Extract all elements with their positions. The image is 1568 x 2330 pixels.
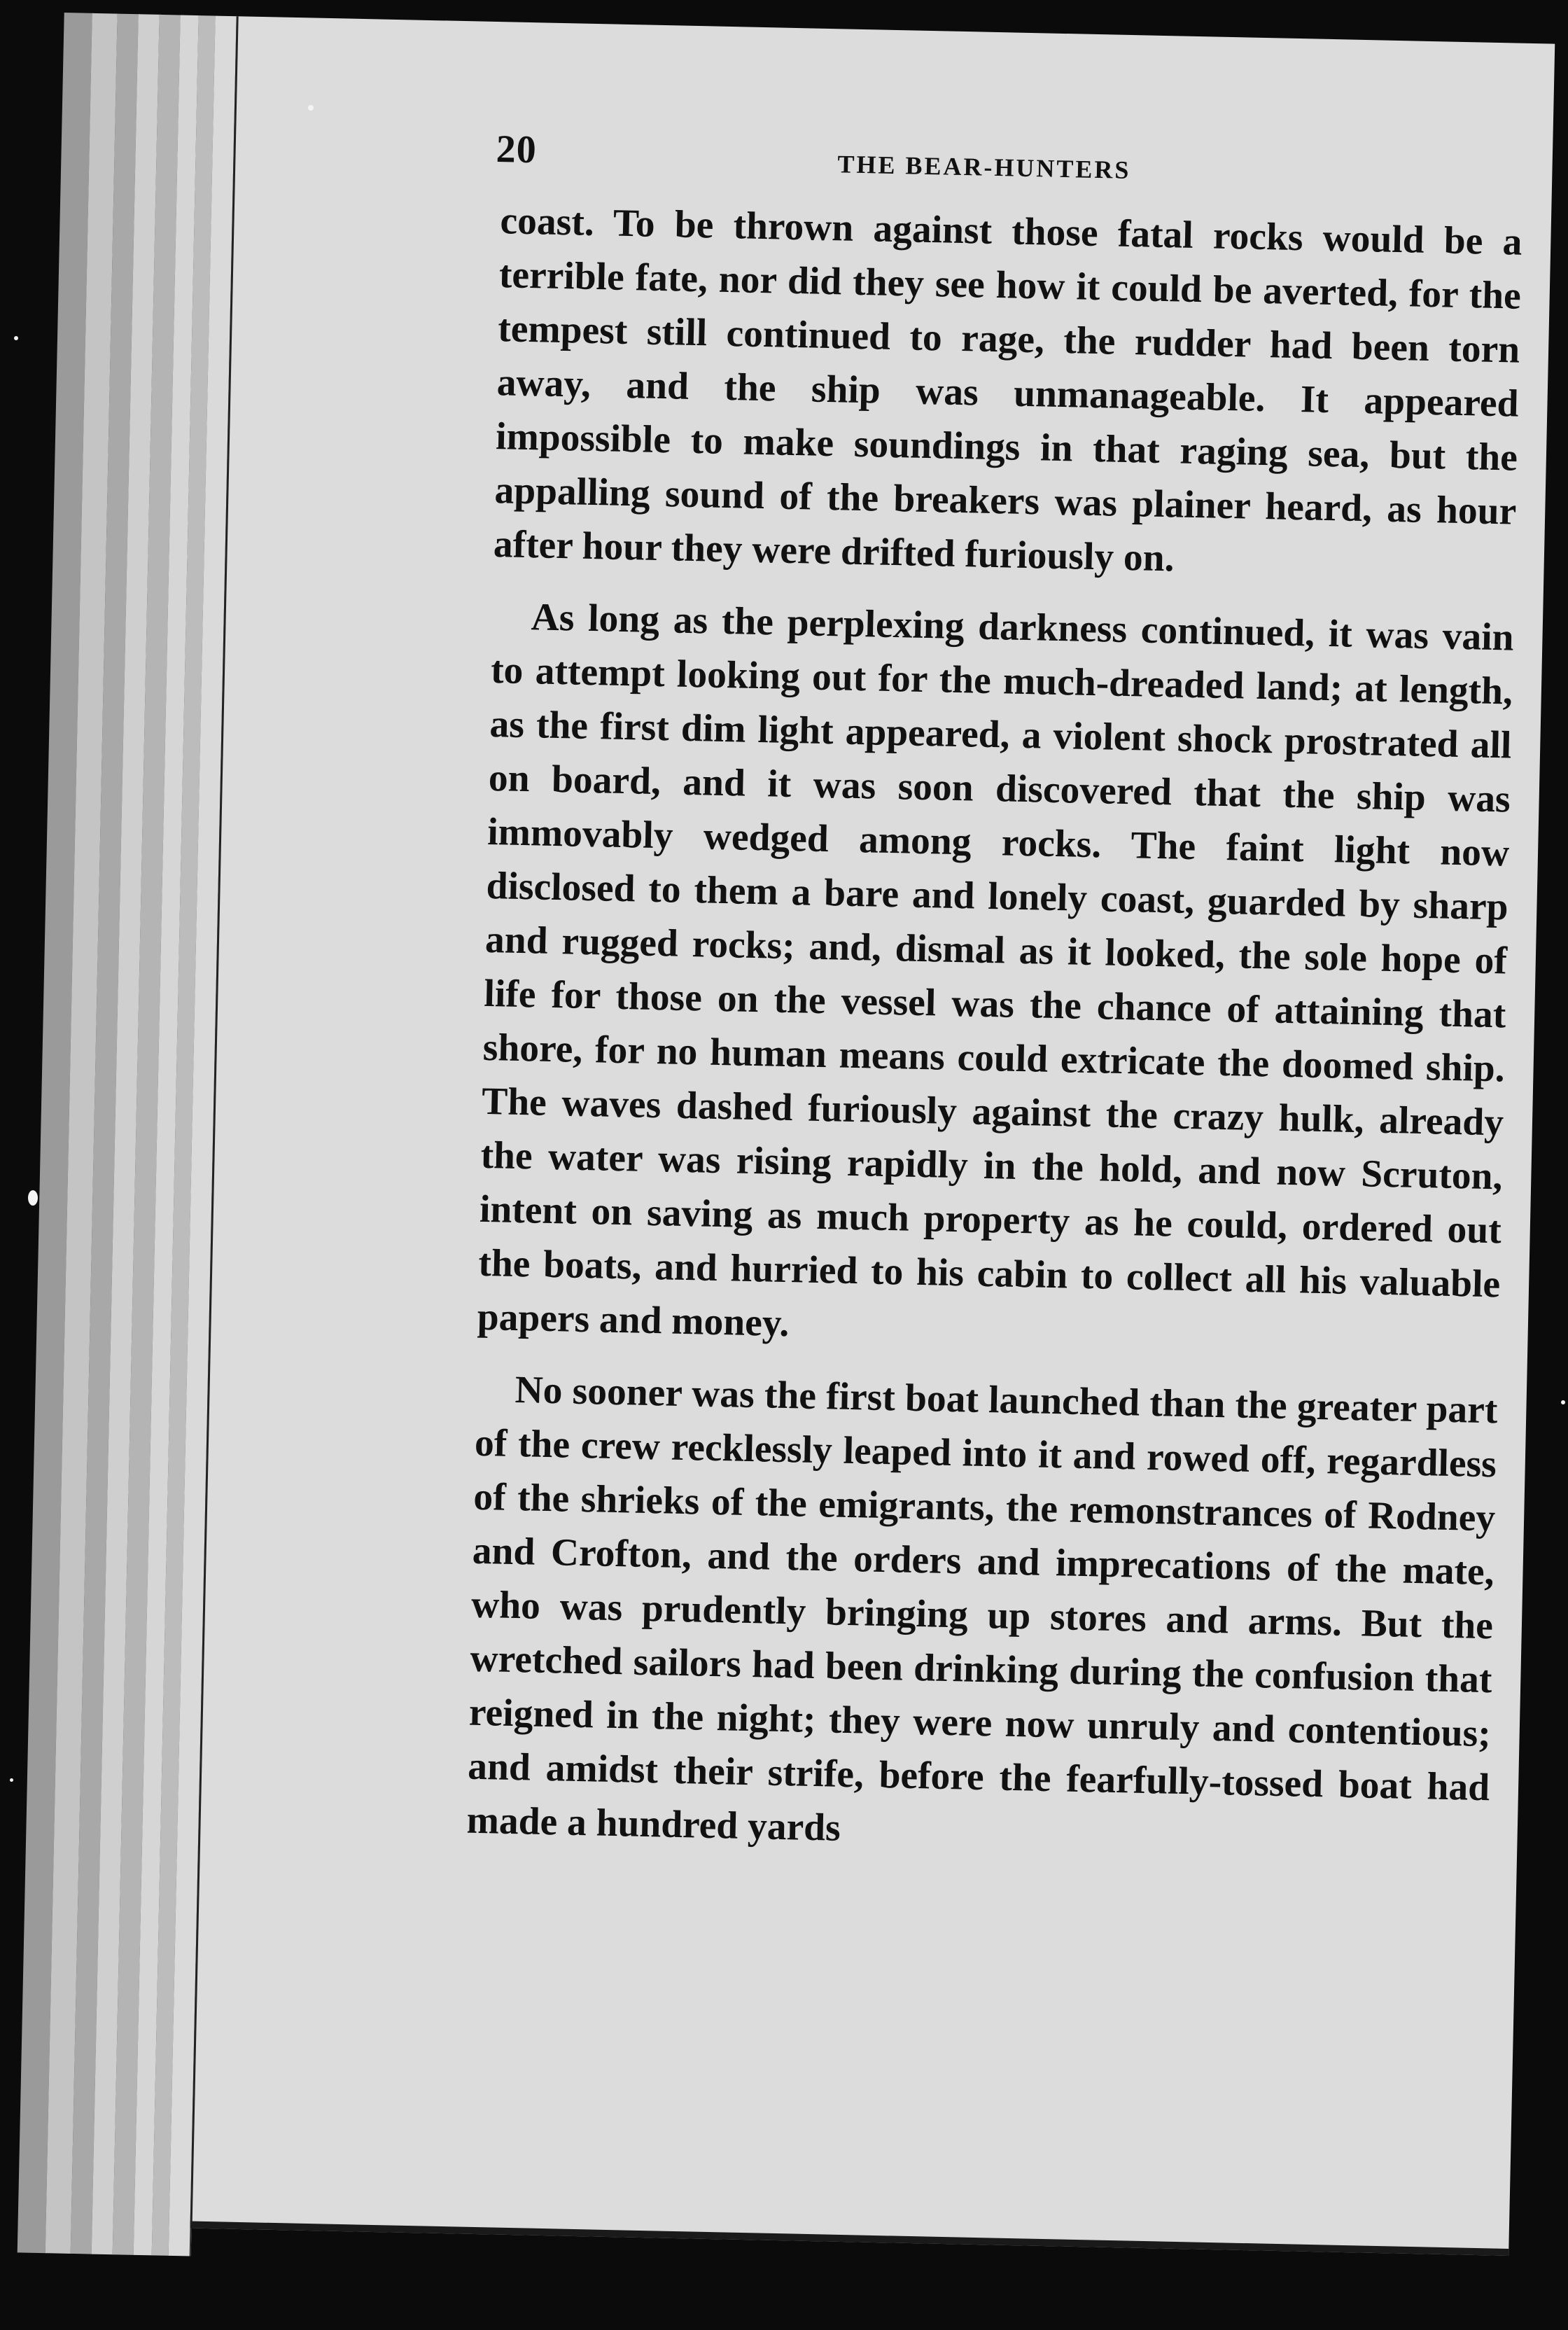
scan-speck [14, 336, 18, 340]
page-content [465, 127, 1524, 1887]
book-page-stack [18, 13, 1555, 2284]
running-head-title: THE BEAR-HUNTERS [837, 150, 1131, 185]
book-page [190, 16, 1555, 2256]
scan-speck [28, 1190, 38, 1206]
paragraph: As long as the perplexing darkness continued, it was vain to attempt looking out for the much-dreaded land; at length, as the first dim light appeared, a violent shock prostrated all on board, and it was soon discovered that the ship was immovably wedged among rocks. The faint light now disclosed to them a bare and lonely coast, guarded by sharp and rugged rocks; and, dismal as it looked, the sole hope of life for those on the vessel was the chance of attaining that shore, for no human means could extricate the doomed ship. The waves dashed furiously against the crazy hulk, already the water was rising rapidly in the hold, and now Scruton, intent on saving as much property as he could, ordered out the boats, and hurried to his cabin to collect all his valuable papers and money. [477, 596, 1515, 1346]
paragraph: coast. To be thrown against those fatal rocks would be a terrible fate, nor did they see how it could be averted, for the tempest still continued to rage, the rudder had been torn away, and the ship was unmanageable. It appeared impossible to make soundings in that raging sea, but the appalling sound of the breakers was plainer heard, as hour after hour they were drifted furiously on. [493, 200, 1522, 580]
page-number: 20 [496, 127, 538, 172]
scan-speck [308, 105, 314, 111]
scan-speck [10, 1778, 13, 1782]
paragraph: No sooner was the first boat launched than the greater part of the crew recklessly leaped into it and rowed off, regardless of the shrieks of the emigrants, the remonstrances of Rodney and Crofton, and the orders and imprecations of the mate, who was prudently bringing up stores and arms. But the wretched sailors had been drinking during the confusion that reigned in the night; they were now unruly and contentious; and amidst their strife, before the fearfully-tossed boat had made a hundred yards [466, 1368, 1499, 1850]
scan-speck [1561, 1400, 1565, 1404]
body-text [466, 194, 1522, 1869]
